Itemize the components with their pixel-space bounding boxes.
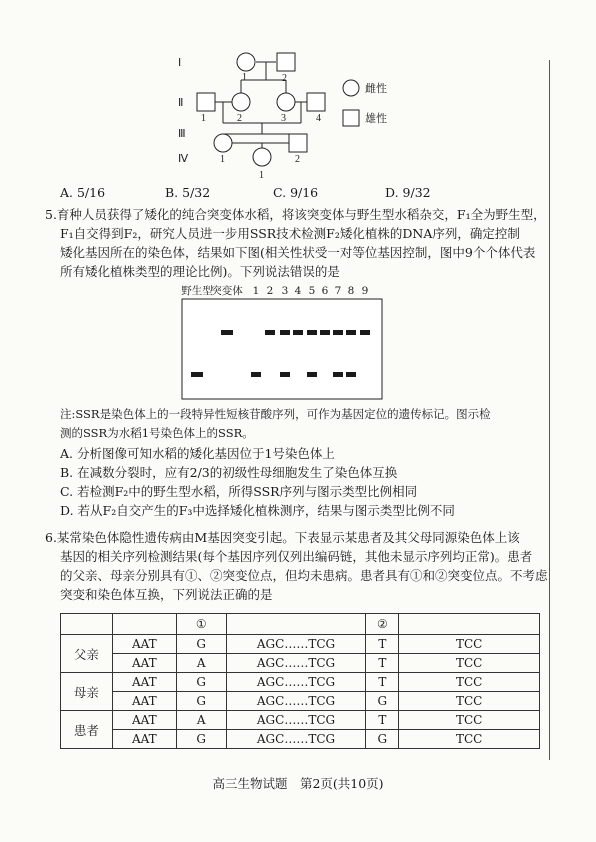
- male-individual: [277, 53, 295, 71]
- table-cell: G: [176, 692, 226, 711]
- individual-label: 4: [316, 113, 321, 124]
- q5-option-c: C. 若检测F₂中的野生型水稻，所得SSR序列与图示类型比例相同: [60, 484, 418, 499]
- gel-band-upper: [221, 330, 233, 335]
- q5-options: [60, 444, 455, 520]
- male-individual: [307, 93, 325, 111]
- page-footer: 高三生物试题 第2页(共10页): [212, 776, 384, 791]
- table-cell: AGC……TCG: [226, 692, 366, 711]
- ssr-gel-image: [170, 282, 400, 402]
- table-cell: TCC: [399, 692, 540, 711]
- gel-band-upper: [307, 330, 317, 335]
- pedigree-legend: [338, 78, 408, 130]
- q5-option-a: A. 分析图像可知水稻的矮化基因位于1号染色体上: [60, 446, 335, 461]
- table-cell: TCC: [399, 730, 540, 749]
- table-cell: T: [366, 654, 399, 673]
- generation-label: Ⅱ: [178, 97, 184, 109]
- q5-note-line: 注:SSR是染色体上的一段特异性短核苷酸序列，可作为基因定位的遗传标记。图示检: [60, 407, 491, 421]
- table-cell: T: [366, 711, 399, 730]
- table-cell: AAT: [112, 654, 176, 673]
- row-group-label: 患者: [61, 711, 113, 749]
- female-symbol: [343, 80, 359, 96]
- gel-lane-label: 突变体: [211, 285, 243, 297]
- table-cell: A: [176, 711, 226, 730]
- legend-female: 雌性: [365, 82, 387, 95]
- table-cell: TCC: [399, 711, 540, 730]
- individual-label: 2: [295, 154, 300, 165]
- q5-stem: [45, 205, 546, 281]
- gel-band-upper: [280, 330, 290, 335]
- female-individual: [277, 93, 295, 111]
- q5-option-d: D. 若从F₂自交产生的F₃中选择矮化植株测序，结果与图示类型比例不同: [60, 503, 455, 518]
- table-cell: TCC: [399, 635, 540, 654]
- gel-band-upper: [333, 330, 343, 335]
- individual-label: 2: [282, 73, 287, 84]
- table-cell: TCC: [399, 654, 540, 673]
- individual-label: 1: [242, 72, 247, 83]
- gel-lane-label: 3: [281, 285, 289, 297]
- header-cell: [399, 614, 540, 635]
- gel-band-lower: [251, 372, 261, 377]
- gel-band-upper: [360, 330, 370, 335]
- male-symbol: [343, 110, 359, 126]
- gel-band-lower: [191, 372, 203, 377]
- row-group-label: 父亲: [61, 635, 113, 673]
- table-cell: AAT: [112, 692, 176, 711]
- table-row: [61, 711, 540, 730]
- table-cell: TCC: [399, 673, 540, 692]
- q4-options: [60, 185, 480, 203]
- q6-stem-line: 6.某常染色体隐性遗传病由M基因突变引起。下表显示某患者及其父母同源染色体上该: [45, 530, 520, 545]
- gel-band-upper: [293, 330, 303, 335]
- table-row: [61, 635, 540, 654]
- table-cell: T: [366, 673, 399, 692]
- q5-stem-line: 矮化基因所在的染色体，结果如下图(相关性状受一对等位基因控制，图中9个个体代表: [60, 245, 536, 260]
- table-row: [61, 692, 540, 711]
- gel-lane-label: 野生型: [181, 285, 213, 297]
- legend-male: 雄性: [365, 112, 387, 125]
- table-cell: AAT: [112, 635, 176, 654]
- header-cell-site-1: ①: [176, 614, 226, 635]
- gel-lane-label: 4: [294, 285, 302, 297]
- q5-note: [60, 405, 491, 443]
- table-row: [61, 654, 540, 673]
- gel-lane-labels: [181, 284, 368, 297]
- table-cell: G: [176, 673, 226, 692]
- gene-sequence-table: [60, 613, 540, 749]
- gel-frame: [182, 299, 382, 399]
- pedigree-symbols: [197, 53, 325, 166]
- q5-note-line: 测的SSR为水稻1号染色体上的SSR。: [60, 426, 254, 440]
- individual-label: 2: [237, 113, 242, 124]
- q5-option-b: B. 在减数分裂时，应有2/3的初级性母细胞发生了染色体互换: [60, 465, 398, 480]
- gel-lane-label: 8: [347, 285, 355, 297]
- table-cell: AGC……TCG: [226, 730, 366, 749]
- female-individual: [214, 134, 232, 152]
- male-individual: [197, 93, 215, 111]
- table-header-row: [61, 614, 540, 635]
- gel-lane-label: 2: [266, 285, 274, 297]
- table-cell: G: [176, 730, 226, 749]
- q6-stem-line: 的父亲、母亲分别具有①、②突变位点，但均未患病。患者具有①和②突变位点。不考虑: [60, 568, 548, 583]
- q4-option-d: D. 9/32: [385, 185, 431, 200]
- header-cell-site-2: ②: [366, 614, 399, 635]
- table-cell: AAT: [112, 730, 176, 749]
- pedigree-labels: [178, 57, 321, 180]
- generation-label: Ⅰ: [178, 57, 182, 69]
- q5-stem-line: 所有矮化植株类型的理论比例)。下列说法错误的是: [60, 264, 340, 279]
- gel-lane-label: 7: [334, 285, 342, 297]
- table-row: [61, 730, 540, 749]
- header-cell: [112, 614, 176, 635]
- generation-label: Ⅳ: [178, 153, 189, 165]
- q6-stem-line: 突变和染色体互换，下列说法正确的是: [60, 587, 273, 602]
- female-individual: [237, 53, 255, 71]
- female-individual: [232, 93, 250, 111]
- gel-band-lower: [280, 372, 290, 377]
- individual-label: 1: [220, 154, 225, 165]
- gel-lane-label: 5: [308, 285, 316, 297]
- table-cell: A: [176, 654, 226, 673]
- gel-band-lower: [346, 372, 356, 377]
- q6-stem: [45, 528, 548, 604]
- gel-lane-label: 9: [361, 285, 369, 297]
- table-cell: G: [366, 692, 399, 711]
- table-cell: AAT: [112, 673, 176, 692]
- gel-lane-label: 1: [252, 285, 260, 297]
- female-individual: [253, 148, 271, 166]
- q6-stem-line: 基因的相关序列检测结果(每个基因序列仅列出编码链，其他未显示序列均正常)。患者: [60, 549, 533, 564]
- table-row: [61, 673, 540, 692]
- table-cell: AGC……TCG: [226, 711, 366, 730]
- gel-band-upper: [320, 330, 330, 335]
- q4-option-a: A. 5/16: [60, 185, 106, 200]
- individual-label: 1: [259, 170, 264, 180]
- table-cell: AGC……TCG: [226, 673, 366, 692]
- q4-option-c: C. 9/16: [273, 185, 319, 200]
- header-cell: [226, 614, 366, 635]
- male-individual: [289, 134, 307, 152]
- gel-lane-label: 6: [321, 285, 329, 297]
- gel-band-upper: [265, 330, 275, 335]
- table-cell: T: [366, 635, 399, 654]
- q5-stem-line: F₁自交得到F₂，研究人员进一步用SSR技术检测F₂矮化植株的DNA序列，确定控制: [60, 226, 520, 241]
- table-cell: AGC……TCG: [226, 654, 366, 673]
- q4-option-b: B. 5/32: [165, 185, 211, 200]
- gel-band-upper: [346, 330, 356, 335]
- row-group-label: 母亲: [61, 673, 113, 711]
- table-cell: G: [176, 635, 226, 654]
- gel-band-lower: [333, 372, 343, 377]
- table-cell: AAT: [112, 711, 176, 730]
- header-cell: [61, 614, 113, 635]
- page-margin-line: [549, 60, 550, 760]
- q5-stem-line: 5.育种人员获得了矮化的纯合突变体水稻，将该突变体与野生型水稻杂交，F₁全为野生型，: [45, 207, 546, 222]
- gel-band-lower: [307, 372, 317, 377]
- generation-label: Ⅲ: [178, 128, 186, 140]
- table-cell: AGC……TCG: [226, 635, 366, 654]
- individual-label: 1: [201, 113, 206, 124]
- table-cell: G: [366, 730, 399, 749]
- individual-label: 3: [281, 113, 286, 124]
